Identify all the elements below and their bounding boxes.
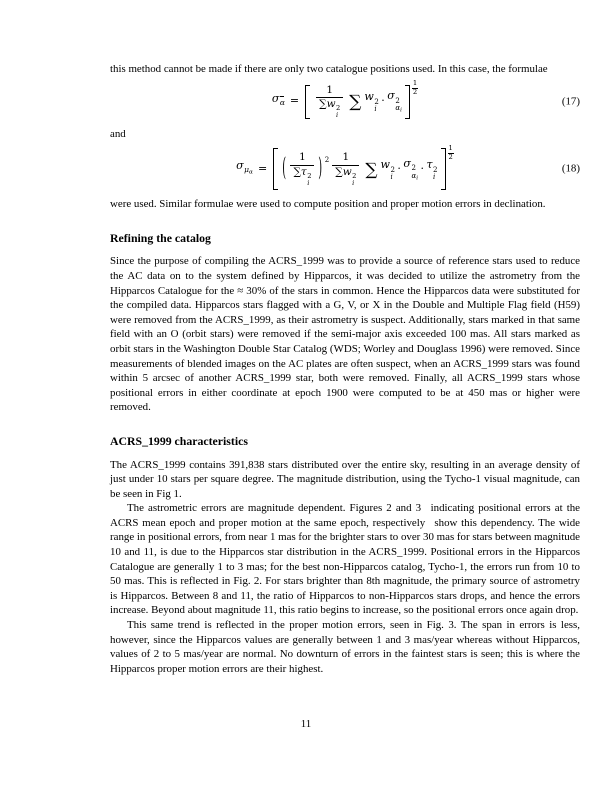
fraction-inverse-sum-w: 1 ∑w 2 i: [332, 151, 359, 186]
equation-17-math: [271, 79, 418, 120]
page-number: 11: [300, 718, 312, 730]
term-sigma-alpha-squared: σ 2 αi: [403, 156, 418, 181]
equation-number-17: (17): [561, 95, 580, 108]
sigma-mu-alpha: $\sigma_{\mu\alpha}$: [236, 158, 253, 176]
multiplication-dot: ·: [420, 161, 424, 175]
paragraph-refining: Since the purpose of compiling the ACRS_1999 was to provide a source of reference stars used to reduce the AC data on to the system defined by Hipparcos, it was decided to utilize the astrometry from the Hipparcos Catalogue for the ≈ 30% of the stars in common. Hence the Hipparcos data were substituted for the compiled data. Hipparcos stars flagged with a G, V, or X in the Double and Multiple Flag field (H59) were removed from the ACRS_1999, as their astrometry is suspect. Additionally, stars marked in that same field with an O (orbit stars) were removed if the semi-major axis exceeded 100 mas. All stars marked as orbit stars in the Washington Double Star Catalog (WDS; Worley and Douglass 1996) were removed. Since measurements of blended images on the AC plates are often suspect, when an ACRS_1999 stars was found within 5 arcsec of another ACRS_1999 star, both were removed. Finally, all ACRS_1999 stars whose positional errors in either coordinate at epoch 1900 were computed to be at 450 mas or higher were removed.: [110, 255, 580, 414]
paragraph-intro: this method cannot be made if there are only two catalogue positions used. In this case, the formulae: [110, 63, 548, 75]
left-bracket: [273, 148, 278, 190]
term-sigma-alpha-squared: σ 2 αi: [387, 89, 402, 114]
equation-number-18: (18): [561, 162, 580, 175]
sum-sign-small: ∑: [293, 165, 301, 178]
paragraph-characteristics-2: The astrometric errors are magnitude dependent. Figures 2 and 3 indicating positional errors at the ACRS mean epoch and proper motion at the same epoch, respectively show this dependency. The wide range in positional errors, from near 1 mas for the brighter stars to over 30 mas for stars between magnitude 10 and 11, is due to the Hipparcos star distribution in the ACRS_1999. Positional errors in the Hipparcos Catalogue are generally 1 to 3 mas; for the best non-Hipparcos catalog, Tycho-1, the errors run from 10 to 50 mas. This is reflected in Fig. 2. For stars brighter than 8th magnitude, the primary source of astrometry is Hipparcos. Between 8 and 11, the ratio of Hipparcos to non-Hipparcos stars drops, and hence the errors increase. Beyond about magnitude 11, this ratio begins to increase, so the positional errors once again drop.: [110, 502, 580, 617]
right-bracket: [405, 85, 410, 119]
right-bracket: [441, 148, 446, 190]
equals-sign: =: [289, 94, 300, 108]
section-heading-refining-the-catalog: Refining the catalog: [110, 230, 211, 245]
term-w-squared: w 2 i: [364, 90, 379, 114]
equation-18-math: [236, 143, 454, 190]
exponent-one-half: 1 2: [448, 143, 453, 161]
paragraph-characteristics-1: The ACRS_1999 contains 391,838 stars distributed over the entire sky, resulting in an average density of just under 10 stars per square degree. The magnitude distribution, using the Tycho-1 visual magnitude, can be seen in Fig 1.: [110, 458, 580, 500]
connector-and: and: [110, 127, 126, 140]
left-bracket: [305, 85, 310, 119]
summation-sign: ∑: [365, 159, 378, 180]
sum-sign-small: ∑: [319, 97, 327, 110]
equation-17: [110, 79, 580, 125]
right-paren: ): [318, 152, 323, 183]
equation-18: [110, 143, 580, 195]
equals-sign: =: [257, 161, 268, 175]
paragraph-after-equations: were used. Similar formulae were used to compute position and proper motion errors in declination.: [110, 198, 546, 211]
summation-sign: ∑: [349, 92, 362, 113]
left-paren: (: [282, 152, 287, 183]
exponent-one-half: 1 2: [412, 79, 418, 97]
term-tau-squared: τ 2 i: [426, 158, 438, 181]
text-block: [110, 62, 580, 676]
fraction-inverse-sum-tau: 1 ∑τ 2 i: [290, 151, 314, 186]
sum-sign-small: ∑: [335, 165, 343, 178]
paren-exponent-2: 2: [324, 154, 330, 164]
paragraph-characteristics-3: This same trend is reflected in the proper motion errors, seen in Fig. 3. The span in errors is less, however, since the Hipparcos values are generally between 1 and 3 mas/year whereas without Hipparcos, values of 2 to 5 mas/year are normal. No downturn of errors in the faintest stars is seen; this is where the Hipparcos proper motion errors are their highest.: [110, 619, 580, 675]
sigma-alpha-bar: $\sigma_\alpha$: [272, 92, 285, 111]
fraction-inverse-sum-w: 1 ∑w 2 i: [316, 84, 343, 119]
term-w-squared: w 2 i: [380, 158, 395, 181]
multiplication-dot: ·: [381, 94, 385, 108]
multiplication-dot: ·: [397, 161, 401, 175]
section-heading-acrs-1999-characteristics: ACRS_1999 characteristics: [110, 433, 248, 448]
